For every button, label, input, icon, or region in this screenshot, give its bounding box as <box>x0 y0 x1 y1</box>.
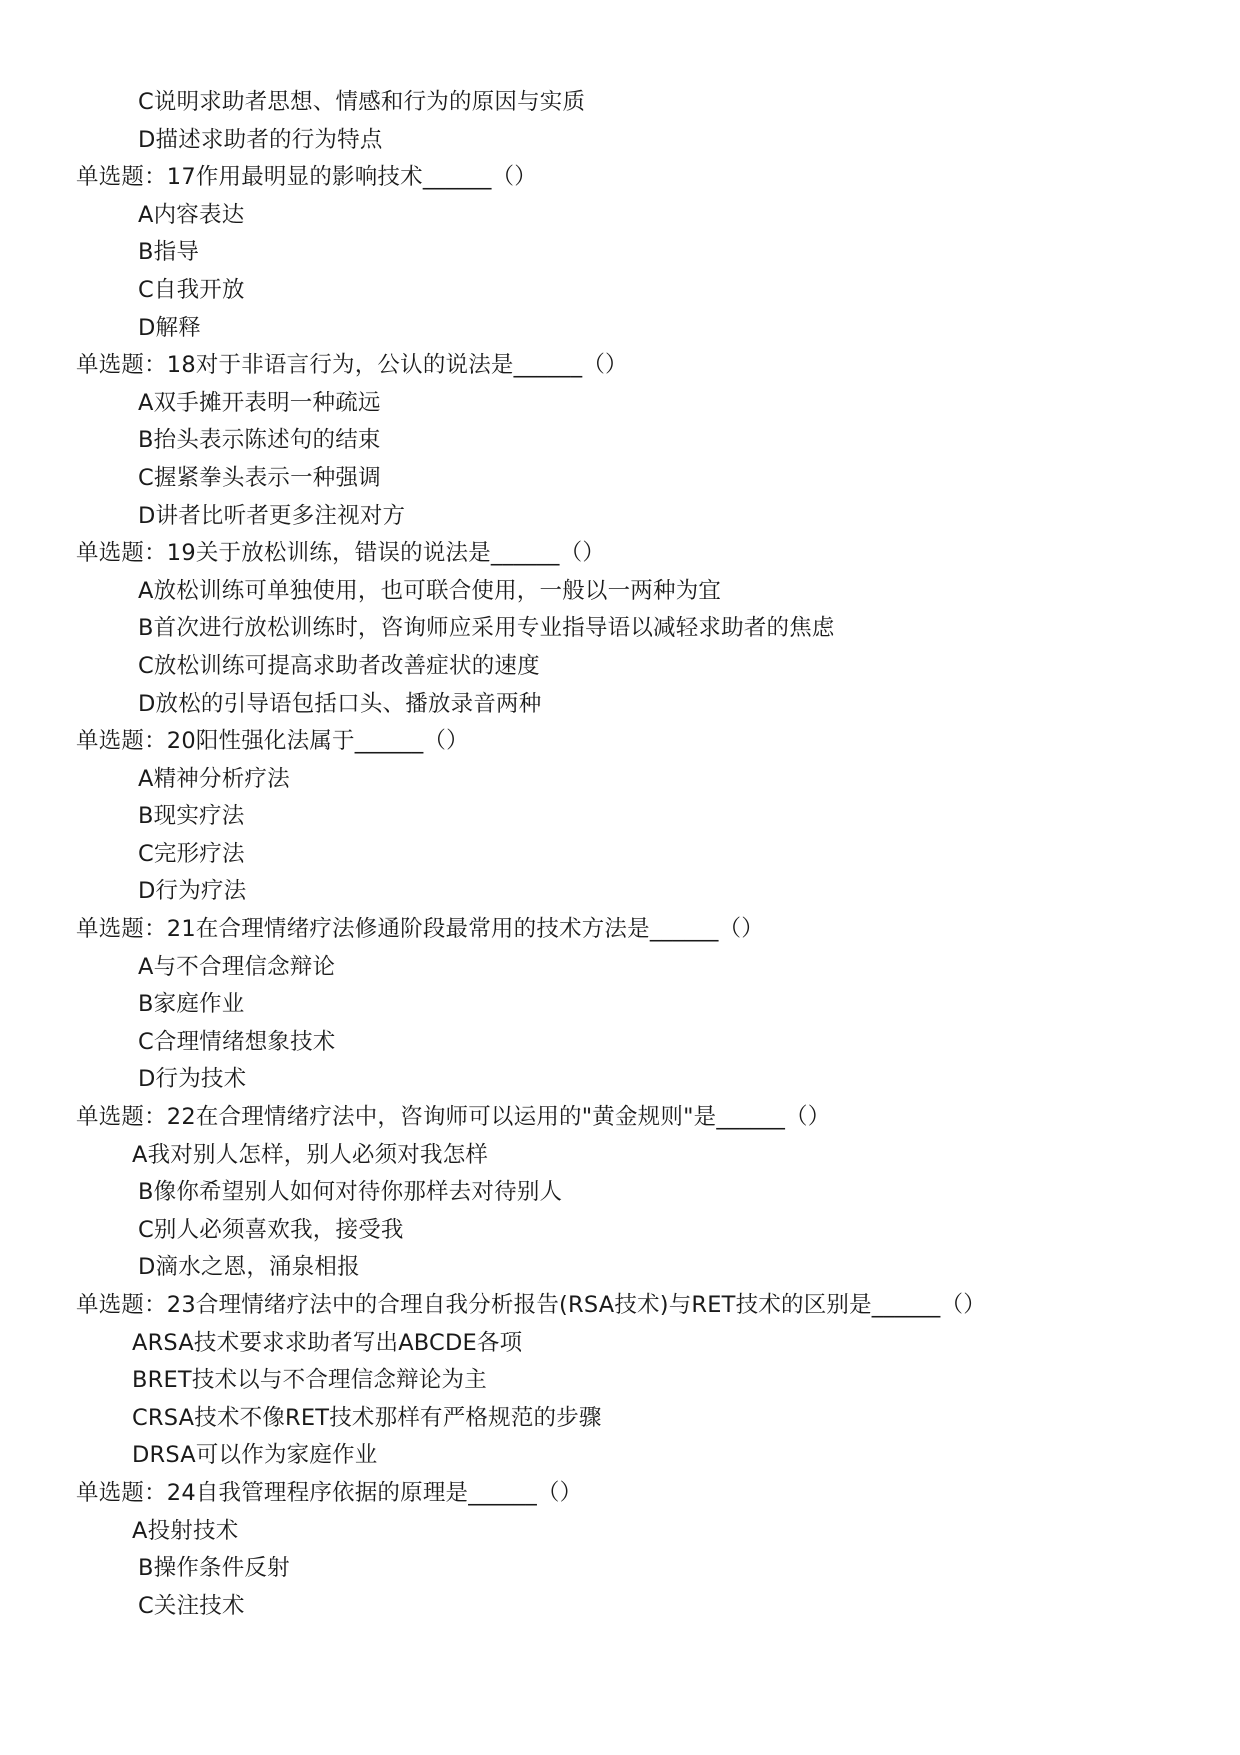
answer-option: C放松训练可提高求助者改善症状的速度 <box>138 652 540 679</box>
answer-option: B操作条件反射 <box>138 1555 290 1582</box>
question-stem: 单选题：17作用最明显的影响技术______（） <box>76 164 537 191</box>
answer-option: D滴水之恩，涌泉相报 <box>138 1254 360 1281</box>
answer-option: A投射技术 <box>132 1517 239 1544</box>
answer-option: D讲者比听者更多注视对方 <box>138 502 406 529</box>
answer-option: D描述求助者的行为特点 <box>138 126 383 153</box>
answer-option: A内容表达 <box>138 201 245 228</box>
answer-option: A放松训练可单独使用，也可联合使用，一般以一两种为宜 <box>138 577 722 604</box>
question-stem: 单选题：19关于放松训练，错误的说法是______（） <box>76 540 606 567</box>
question-stem: 单选题：22在合理情绪疗法中，咨询师可以运用的"黄金规则"是______（） <box>76 1104 831 1131</box>
answer-option: C自我开放 <box>138 276 245 303</box>
answer-option: B像你希望别人如何对待你那样去对待别人 <box>138 1179 563 1206</box>
question-stem: 单选题：20阳性强化法属于______（） <box>76 728 469 755</box>
answer-option: ARSA技术要求求助者写出ABCDE各项 <box>132 1329 523 1356</box>
answer-option: C合理情绪想象技术 <box>138 1028 336 1055</box>
answer-option: A与不合理信念辩论 <box>138 953 336 980</box>
answer-option: C说明求助者思想、情感和行为的原因与实质 <box>138 89 586 115</box>
answer-option: B抬头表示陈述句的结束 <box>138 427 381 454</box>
answer-option: BRET技术以与不合理信念辩论为主 <box>132 1367 487 1394</box>
answer-option: D解释 <box>138 314 201 341</box>
answer-option: B家庭作业 <box>138 991 245 1018</box>
answer-option: C关注技术 <box>138 1592 245 1619</box>
answer-option: CRSA技术不像RET技术那样有严格规范的步骤 <box>132 1404 602 1431</box>
answer-option: D行为疗法 <box>138 878 247 905</box>
answer-option: C握紧拳头表示一种强调 <box>138 464 381 491</box>
answer-option: A精神分析疗法 <box>138 765 290 792</box>
answer-option: C完形疗法 <box>138 840 245 867</box>
question-stem: 单选题：18对于非语言行为，公认的说法是______（） <box>76 352 628 379</box>
answer-option: A我对别人怎样，别人必须对我怎样 <box>132 1141 489 1168</box>
answer-option: D行为技术 <box>138 1066 247 1093</box>
answer-option: B现实疗法 <box>138 803 245 830</box>
answer-option: C别人必须喜欢我，接受我 <box>138 1216 404 1243</box>
question-list <box>76 84 1196 1625</box>
question-stem: 单选题：24自我管理程序依据的原理是______（） <box>76 1479 583 1506</box>
answer-option: D放松的引导语包括口头、播放录音两种 <box>138 690 542 717</box>
question-stem: 单选题：21在合理情绪疗法修通阶段最常用的技术方法是______（） <box>76 916 764 943</box>
answer-option: B首次进行放松训练时，咨询师应采用专业指导语以减轻求助者的焦虑 <box>138 615 835 642</box>
answer-option: B指导 <box>138 239 200 266</box>
answer-option: A双手摊开表明一种疏远 <box>138 389 381 416</box>
answer-option: DRSA可以作为家庭作业 <box>132 1442 378 1469</box>
question-stem: 单选题：23合理情绪疗法中的合理自我分析报告(RSA技术)与RET技术的区别是______（） <box>76 1292 986 1318</box>
